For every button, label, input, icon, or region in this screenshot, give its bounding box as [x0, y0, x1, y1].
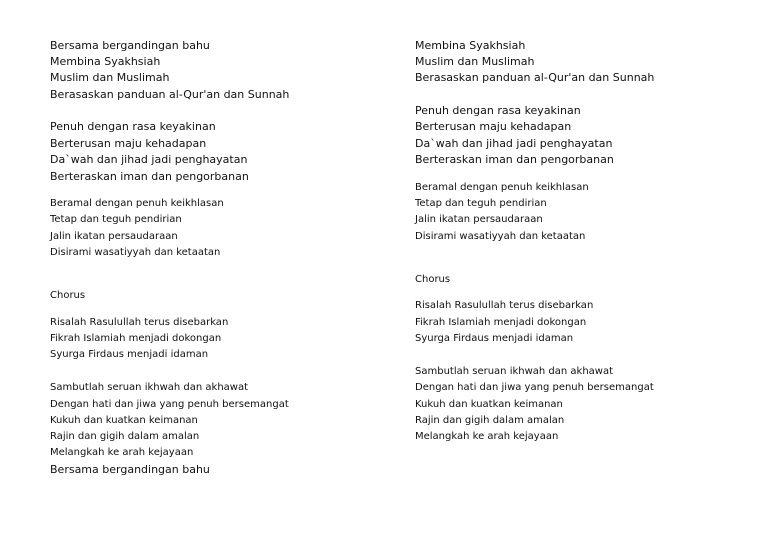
lyric-line: Berteraskan iman dan pengorbanan: [415, 153, 614, 166]
lyric-line: Berasaskan panduan al-Qur'an dan Sunnah: [415, 71, 655, 84]
lyric-line: Risalah Rasulullah terus disebarkan: [415, 300, 594, 311]
lyric-line: Melangkah ke arah kejayaan: [50, 447, 194, 458]
chorus-heading: Chorus: [50, 290, 86, 301]
lyric-line: Bersama bergandingan bahu: [50, 39, 210, 52]
lyric-line: Tetap dan teguh pendirian: [415, 198, 547, 209]
lyric-line: Risalah Rasulullah terus disebarkan: [50, 317, 229, 328]
lyric-line: Berterusan maju kehadapan: [50, 137, 207, 150]
lyric-line: Sambutlah seruan ikhwah dan akhawat: [415, 366, 614, 377]
lyric-line: Da`wah dan jihad jadi penghayatan: [415, 137, 613, 150]
lyric-line: Disirami wasatiyyah dan ketaatan: [50, 247, 221, 258]
lyric-line: Penuh dengan rasa keyakinan: [50, 120, 216, 133]
lyric-line: Tetap dan teguh pendirian: [50, 214, 182, 225]
lyric-line: Muslim dan Muslimah: [415, 55, 535, 68]
lyric-line: Beramal dengan penuh keikhlasan: [415, 182, 589, 193]
lyric-line: Kukuh dan kuatkan keimanan: [50, 415, 198, 426]
lyric-line: Jalin ikatan persaudaraan: [50, 231, 178, 242]
lyric-line: Beramal dengan penuh keikhlasan: [50, 198, 224, 209]
lyric-line: Rajin dan gigih dalam amalan: [50, 431, 200, 442]
lyric-line: Kukuh dan kuatkan keimanan: [415, 399, 563, 410]
lyric-line: Da`wah dan jihad jadi penghayatan: [50, 153, 248, 166]
lyric-line: Rajin dan gigih dalam amalan: [415, 415, 565, 426]
lyric-line: Fikrah Islamiah menjadi dokongan: [415, 317, 587, 328]
lyric-line: Fikrah Islamiah menjadi dokongan: [50, 333, 222, 344]
chorus-heading: Chorus: [415, 274, 451, 285]
lyric-line: Dengan hati dan jiwa yang penuh bersemangat: [50, 399, 289, 410]
lyric-line: Penuh dengan rasa keyakinan: [415, 104, 581, 117]
lyric-line: Syurga Firdaus menjadi idaman: [50, 349, 209, 360]
lyric-line: Sambutlah seruan ikhwah dan akhawat: [50, 382, 249, 393]
lyric-line: Dengan hati dan jiwa yang penuh bersemangat: [415, 382, 654, 393]
lyric-line: Berterusan maju kehadapan: [415, 120, 572, 133]
lyric-line: Membina Syakhsiah: [50, 55, 161, 68]
lyric-line: Membina Syakhsiah: [415, 39, 526, 52]
lyric-line: Melangkah ke arah kejayaan: [415, 431, 559, 442]
lyric-line: Muslim dan Muslimah: [50, 71, 170, 84]
lyric-line: Syurga Firdaus menjadi idaman: [415, 333, 574, 344]
lyric-line: Jalin ikatan persaudaraan: [415, 214, 543, 225]
lyric-line: Bersama bergandingan bahu: [50, 463, 210, 476]
lyric-line: Berteraskan iman dan pengorbanan: [50, 170, 249, 183]
lyric-line: Disirami wasatiyyah dan ketaatan: [415, 231, 586, 242]
lyric-line: Berasaskan panduan al-Qur'an dan Sunnah: [50, 88, 290, 101]
